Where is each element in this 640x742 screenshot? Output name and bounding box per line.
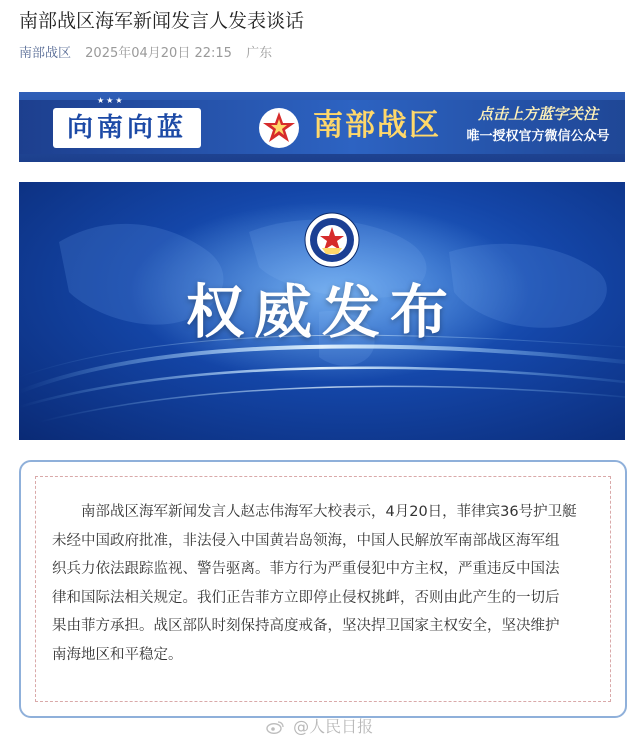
- banner-cta: [453, 102, 623, 148]
- header-banner[interactable]: [19, 92, 625, 162]
- statement-line: 南海地区和平稳定。: [52, 646, 183, 663]
- author-link[interactable]: 南部战区: [19, 46, 72, 61]
- watermark: [266, 714, 373, 737]
- navy-badge-icon: [257, 106, 301, 150]
- statement-line: 织兵力依法跟踪监视、警告驱离。菲方行为严重侵犯中方主权，严重违反中国法: [52, 561, 560, 577]
- cta-line-2: 唯一授权官方微信公众号: [466, 129, 610, 144]
- banner-slogan: 向南向蓝: [53, 108, 201, 148]
- article-meta: [19, 44, 272, 64]
- publish-date: 2025年04月20日 22:15: [85, 46, 232, 61]
- statement-line: 南部战区海军新闻发言人赵志伟海军大校表示，4月20日，菲律宾36号护卫艇: [81, 504, 577, 520]
- statement-line: 果由菲方承担。战区部队时刻保持高度戒备，坚决捍卫国家主权安全，坚决维护: [52, 618, 560, 634]
- navy-emblem-icon: [305, 213, 359, 267]
- statement-line: 律和国际法相关规定。我们正告菲方立即停止侵权挑衅，否则由此产生的一切后: [52, 589, 560, 606]
- statement-line: 未经中国政府批准，非法侵入中国黄岩岛领海，中国人民解放军南部战区海军组: [52, 532, 560, 549]
- publish-location: 广东: [246, 46, 273, 61]
- hero-headline: 权威发布: [185, 278, 458, 346]
- article-title: 南部战区海军新闻发言人发表谈话: [19, 10, 305, 32]
- statement-text: [52, 498, 590, 669]
- hero-image: [19, 182, 625, 440]
- watermark-text: @人民日报: [293, 717, 374, 736]
- banner-org-name: 南部战区: [313, 108, 441, 143]
- weibo-icon: [266, 720, 284, 734]
- banner-stars: ★★★: [97, 96, 125, 105]
- cta-line-1: 点击上方蓝字关注: [477, 105, 598, 123]
